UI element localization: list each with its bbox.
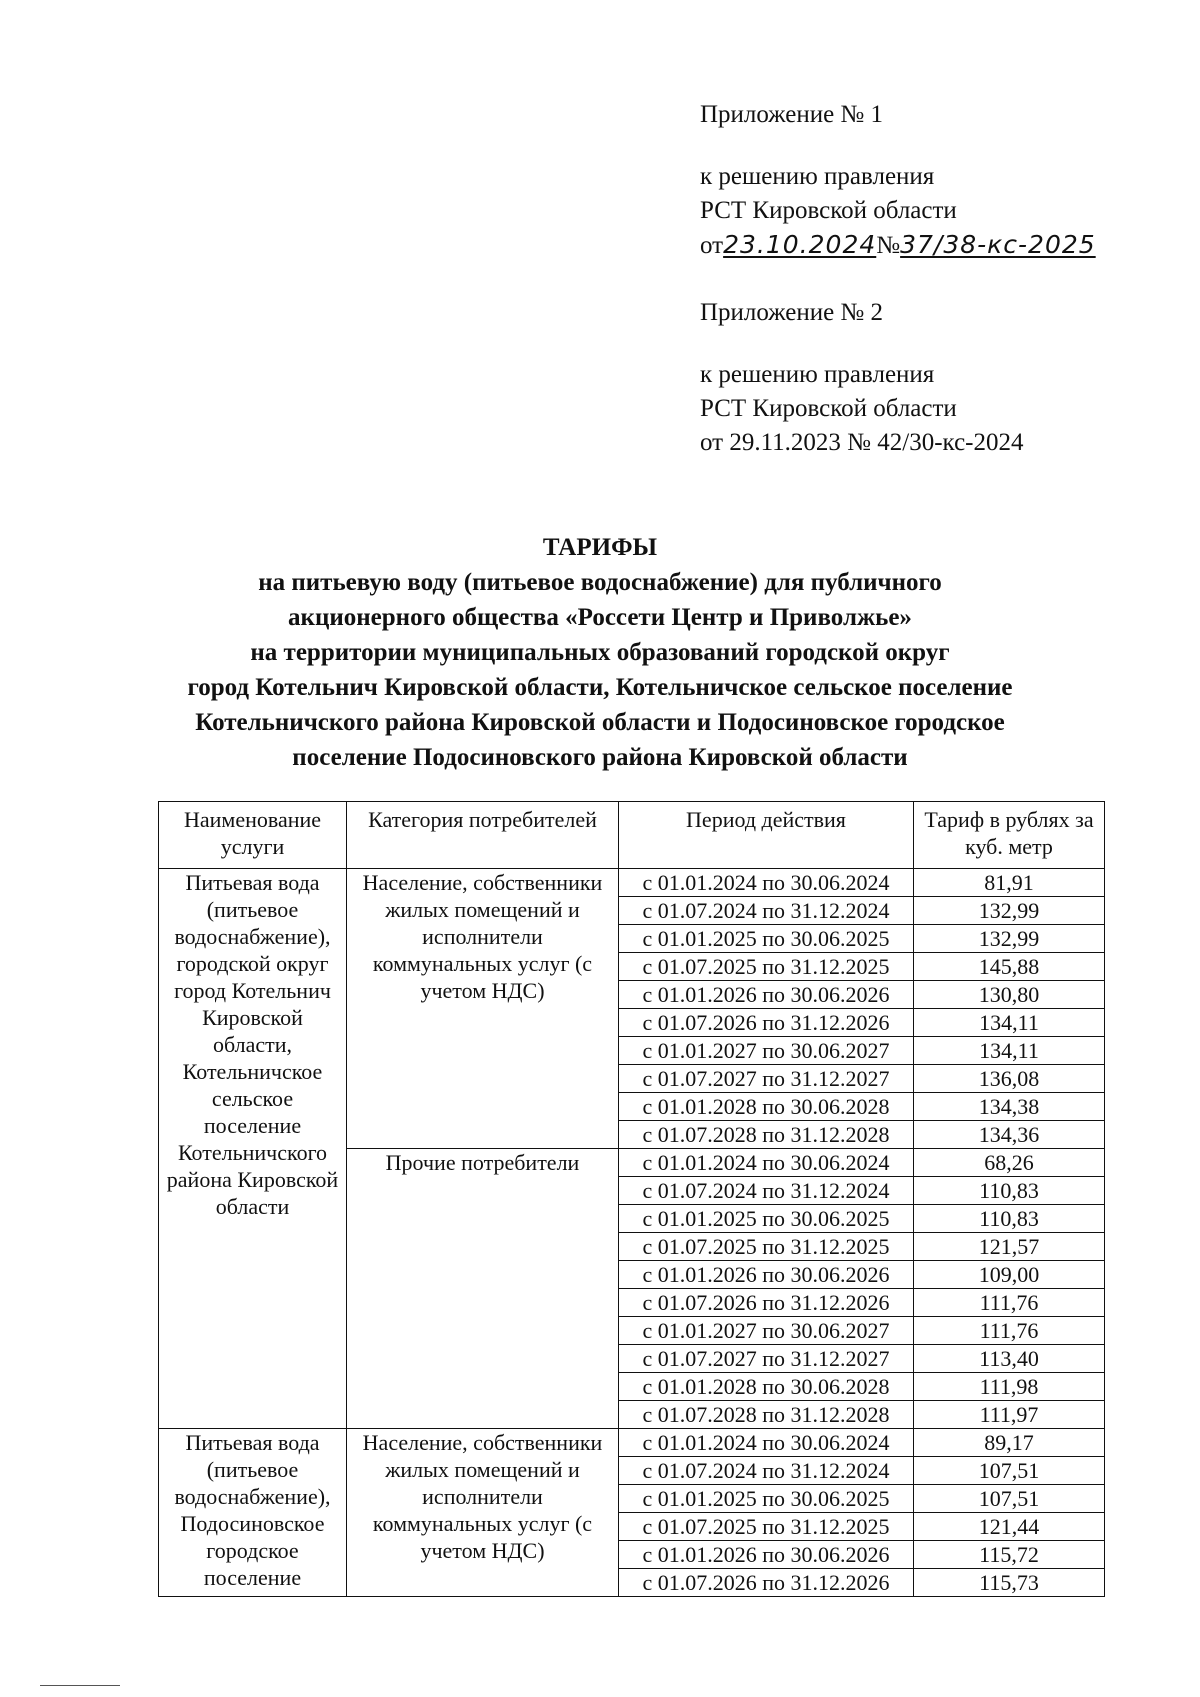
table-row [159, 1429, 1105, 1457]
tariff-cell: 115,73 [914, 1569, 1105, 1597]
appendix-1-line2: РСТ Кировской области [700, 197, 957, 224]
tariff-cell: 132,99 [914, 925, 1105, 953]
table-row [159, 869, 1105, 897]
period-cell: с 01.01.2026 по 30.06.2026 [619, 1261, 914, 1289]
appendix-2-title: Приложение № 2 [700, 299, 884, 326]
tariff-cell: 145,88 [914, 953, 1105, 981]
tariff-cell: 132,99 [914, 897, 1105, 925]
appendix-1-number: 37/38-кс-2025 [900, 230, 1096, 259]
category-cell: Население, собственники жилых помещений и исполнители коммунальных услуг (с учетом НДС) [347, 869, 619, 1149]
appendix-1-from-prefix: от [700, 232, 724, 259]
period-cell: с 01.01.2025 по 30.06.2025 [619, 1485, 914, 1513]
title-line: акционерного общества «Россети Центр и Приволжье» [288, 604, 912, 631]
title-line: поселение Подосиновского района Кировской области [292, 744, 908, 771]
tariff-table [158, 801, 1105, 1597]
period-cell: с 01.07.2025 по 31.12.2025 [619, 1513, 914, 1541]
tariff-cell: 68,26 [914, 1149, 1105, 1177]
period-cell: с 01.01.2027 по 30.06.2027 [619, 1317, 914, 1345]
tariff-cell: 111,76 [914, 1289, 1105, 1317]
appendix-2-line1: к решению правления [700, 361, 935, 388]
period-cell: с 01.07.2025 по 31.12.2025 [619, 953, 914, 981]
tariff-cell: 121,44 [914, 1513, 1105, 1541]
tariff-cell: 136,08 [914, 1065, 1105, 1093]
period-cell: с 01.07.2025 по 31.12.2025 [619, 1233, 914, 1261]
header-category: Категория потребителей [347, 802, 619, 869]
period-cell: с 01.01.2024 по 30.06.2024 [619, 1149, 914, 1177]
tariff-cell: 113,40 [914, 1345, 1105, 1373]
header-period: Период действия [619, 802, 914, 869]
header-tariff: Тариф в рублях за куб. метр [914, 802, 1105, 869]
tariff-cell: 130,80 [914, 981, 1105, 1009]
period-cell: с 01.01.2024 по 30.06.2024 [619, 869, 914, 897]
period-cell: с 01.01.2026 по 30.06.2026 [619, 1541, 914, 1569]
tariff-cell: 89,17 [914, 1429, 1105, 1457]
title-line: на питьевую воду (питьевое водоснабжение) для публичного [258, 569, 942, 596]
title-heading: ТАРИФЫ [542, 534, 658, 561]
period-cell: с 01.01.2026 по 30.06.2026 [619, 981, 914, 1009]
tariff-cell: 134,36 [914, 1121, 1105, 1149]
appendix-2-block [700, 296, 1024, 460]
service-cell: Питьевая вода (питьевое водоснабжение), городской округ город Котельнич Кировской области, Котельничское сельское поселение Котельничского района Кировской области [159, 869, 347, 1429]
category-cell: Население, собственники жилых помещений и исполнители коммунальных услуг (с учетом НДС) [347, 1429, 619, 1597]
tariff-cell: 134,11 [914, 1009, 1105, 1037]
tariff-cell: 110,83 [914, 1205, 1105, 1233]
period-cell: с 01.07.2024 по 31.12.2024 [619, 897, 914, 925]
period-cell: с 01.07.2026 по 31.12.2026 [619, 1289, 914, 1317]
tariff-cell: 107,51 [914, 1457, 1105, 1485]
tariff-cell: 134,11 [914, 1037, 1105, 1065]
period-cell: с 01.01.2025 по 30.06.2025 [619, 925, 914, 953]
tariff-cell: 81,91 [914, 869, 1105, 897]
title-line: на территории муниципальных образований городской округ [250, 639, 950, 666]
period-cell: с 01.01.2028 по 30.06.2028 [619, 1373, 914, 1401]
tariff-cell: 107,51 [914, 1485, 1105, 1513]
header-service: Наименование услуги [159, 802, 347, 869]
table-header-row [159, 802, 1105, 869]
appendix-2-line2: РСТ Кировской области [700, 395, 957, 422]
title-line: Котельничского района Кировской области и Подосиновское городское [195, 709, 1005, 736]
period-cell: с 01.07.2028 по 31.12.2028 [619, 1401, 914, 1429]
period-cell: с 01.07.2024 по 31.12.2024 [619, 1177, 914, 1205]
appendix-1-line1: к решению правления [700, 163, 935, 190]
period-cell: с 01.07.2028 по 31.12.2028 [619, 1121, 914, 1149]
tariff-cell: 110,83 [914, 1177, 1105, 1205]
appendix-1-num-prefix: № [876, 232, 901, 259]
appendix-2-line3: от 29.11.2023 № 42/30-кс-2024 [700, 429, 1024, 456]
period-cell: с 01.01.2024 по 30.06.2024 [619, 1429, 914, 1457]
tariff-cell: 111,97 [914, 1401, 1105, 1429]
tariff-cell: 111,76 [914, 1317, 1105, 1345]
tariff-cell: 115,72 [914, 1541, 1105, 1569]
period-cell: с 01.07.2026 по 31.12.2026 [619, 1569, 914, 1597]
appendix-1-title: Приложение № 1 [700, 101, 884, 128]
tariff-cell: 134,38 [914, 1093, 1105, 1121]
period-cell: с 01.01.2027 по 30.06.2027 [619, 1037, 914, 1065]
category-cell: Прочие потребители [347, 1149, 619, 1429]
document-title [100, 530, 1100, 775]
tariff-cell: 121,57 [914, 1233, 1105, 1261]
title-line: город Котельнич Кировской области, Котельничское сельское поселение [187, 674, 1013, 701]
footer-rule [40, 1685, 120, 1686]
appendix-1-block [700, 98, 1096, 263]
tariff-cell: 111,98 [914, 1373, 1105, 1401]
service-cell: Питьевая вода (питьевое водоснабжение), Подосиновское городское поселение [159, 1429, 347, 1597]
tariff-cell: 109,00 [914, 1261, 1105, 1289]
period-cell: с 01.07.2027 по 31.12.2027 [619, 1065, 914, 1093]
period-cell: с 01.07.2026 по 31.12.2026 [619, 1009, 914, 1037]
period-cell: с 01.01.2028 по 30.06.2028 [619, 1093, 914, 1121]
appendix-1-date: 23.10.2024 [723, 230, 877, 259]
period-cell: с 01.01.2025 по 30.06.2025 [619, 1205, 914, 1233]
appendix-1-line3 [700, 228, 1096, 263]
period-cell: с 01.07.2024 по 31.12.2024 [619, 1457, 914, 1485]
period-cell: с 01.07.2027 по 31.12.2027 [619, 1345, 914, 1373]
